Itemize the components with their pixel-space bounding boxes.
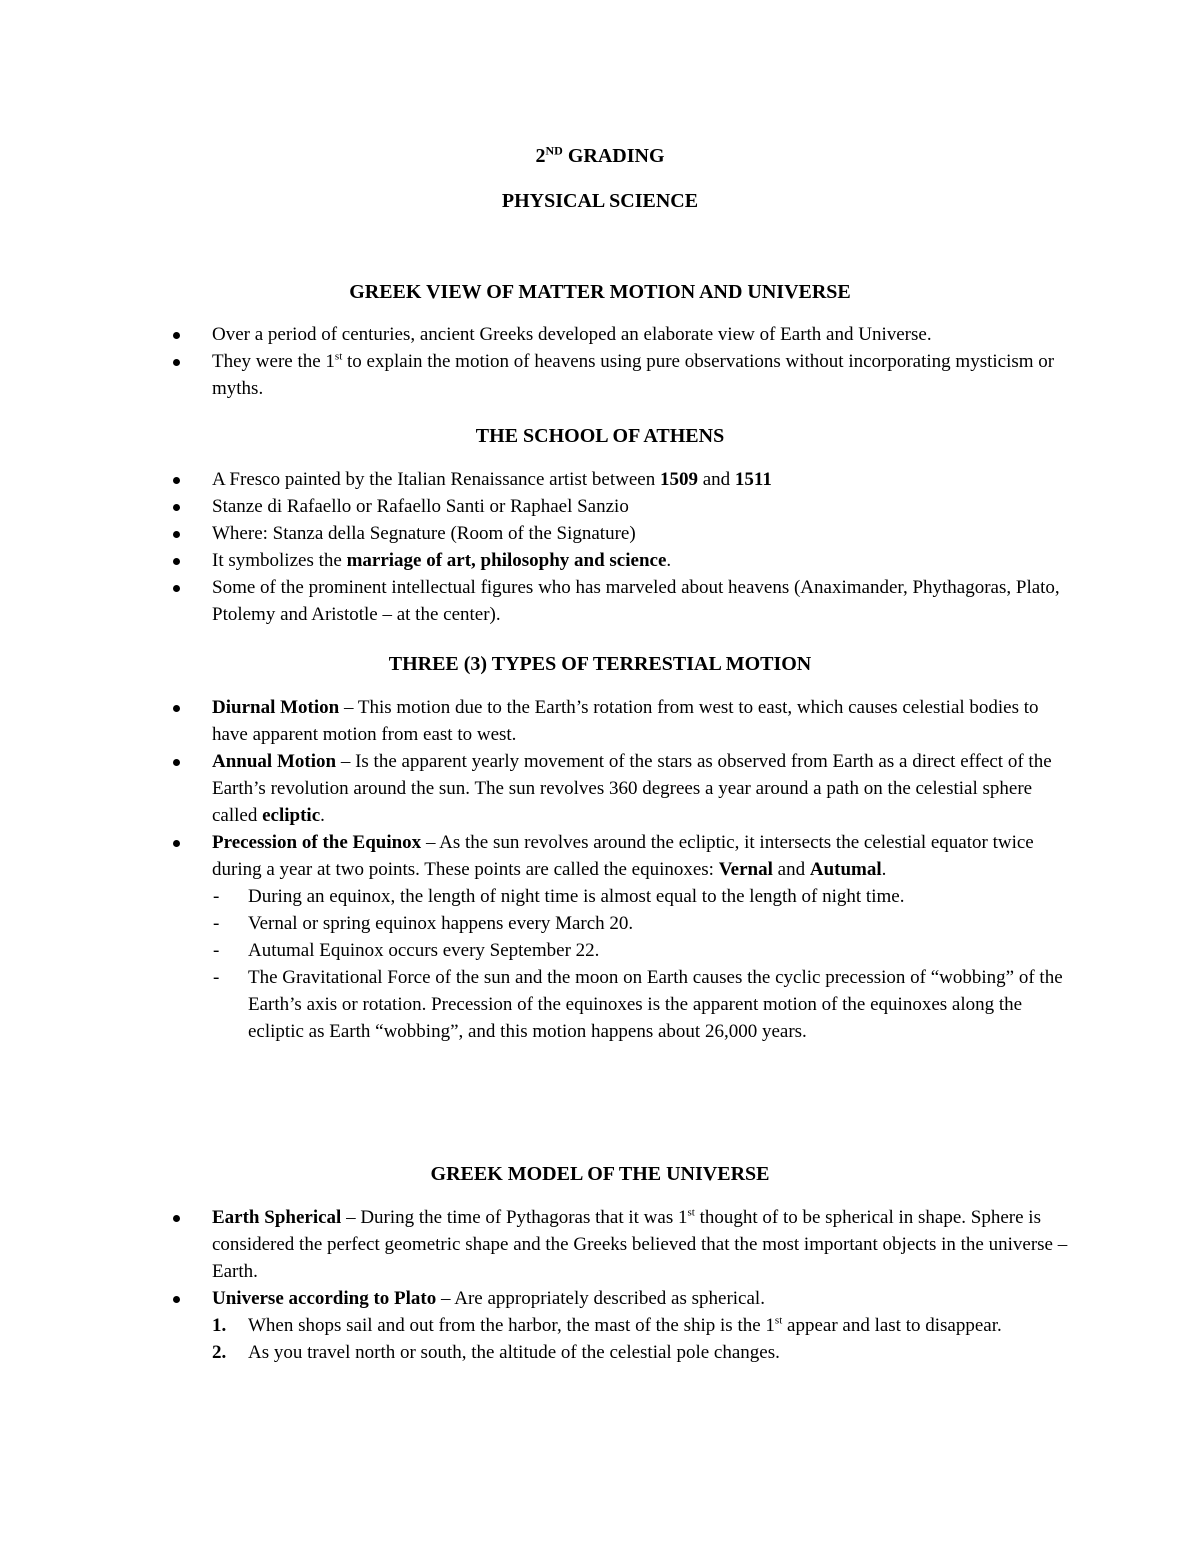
list-item [0, 466, 1200, 493]
text-run: It symbolizes the [212, 550, 347, 571]
numbered-item-text: As you travel north or south, the altitude of the celestial pole changes. [248, 1342, 780, 1363]
term-vernal: Vernal [718, 859, 773, 880]
bullet-text [212, 348, 1072, 402]
sub-list-item [0, 964, 1200, 1045]
subject-title: PHYSICAL SCIENCE [501, 190, 699, 212]
dash-marker: - [213, 940, 220, 961]
bullet-icon [173, 585, 180, 592]
text-run: and [772, 859, 810, 880]
bullet-icon [173, 705, 180, 712]
bullet-text [212, 466, 1072, 493]
text-run: thought of to be spherical in shape. Sphere is considered the perfect geometric shape and the Greeks believed that the most important objects in the universe – Earth. [212, 1207, 1068, 1282]
bullet-icon [173, 558, 180, 565]
grading-number: 2 [535, 145, 546, 167]
term-earth-spherical: Earth Spherical [212, 1207, 342, 1228]
list-item [0, 321, 1200, 348]
bullet-icon [173, 840, 180, 847]
grading-word: GRADING [567, 145, 665, 167]
bullet-text: Where: Stanza della Segnature (Room of the Signature) [212, 523, 636, 544]
bullet-text [212, 1204, 1072, 1285]
sub-list-item [0, 937, 1200, 964]
bullet-icon [173, 759, 180, 766]
bullet-text [212, 694, 1072, 748]
list-item [0, 748, 1200, 829]
year-end: 1511 [734, 469, 772, 490]
text-run: They were the 1 [212, 351, 335, 372]
section-heading-terrestial-motion: THREE (3) TYPES OF TERRESTIAL MOTION [388, 653, 812, 675]
section-heading-greek-model: GREEK MODEL OF THE UNIVERSE [430, 1163, 770, 1185]
dash-marker: - [213, 967, 220, 988]
text-run: – Are appropriately described as spherical. [436, 1288, 765, 1309]
number-marker: 2. [212, 1342, 227, 1363]
ordinal-superscript: st [687, 1206, 695, 1219]
school-of-athens-list [0, 466, 1200, 628]
bullet-text [212, 547, 1072, 574]
bullet-icon [173, 1296, 180, 1303]
bullet-text [212, 1285, 1072, 1312]
dash-marker: - [213, 886, 220, 907]
terrestial-motion-list [0, 694, 1200, 1045]
text-run: appear and last to disappear. [782, 1315, 1002, 1336]
text-run: – During the time of Pythagoras that it was 1 [341, 1207, 688, 1228]
text-run: – As the sun revolves around the ecliptic, it intersects the celestial equator twice during a year at two points. These points are called the equinoxes: [212, 832, 1034, 880]
sub-item-text: The Gravitational Force of the sun and the moon on Earth causes the cyclic precession of “wobbing” of the Earth’s axis or rotation. Precession of the equinoxes is the apparent motion of the equinoxes along the ecliptic as Earth “wobbing”, and this motion happens about 26,000 years. [248, 967, 1063, 1042]
bullet-text: Over a period of centuries, ancient Greeks developed an elaborate view of Earth and Universe. [212, 324, 932, 345]
text-run: When shops sail and out from the harbor, the mast of the ship is the 1 [248, 1315, 775, 1336]
bullet-text: Some of the prominent intellectual figures who has marveled about heavens (Anaximander, Phythagoras, Plato, Ptolemy and Aristotle – at the center). [212, 577, 1060, 625]
ordinal-superscript: st [774, 1314, 783, 1327]
text-run: and [697, 469, 735, 490]
text-run: . [881, 859, 887, 880]
bold-phrase: marriage of art, philosophy and science [346, 550, 667, 571]
list-item [0, 520, 1200, 547]
list-item [0, 829, 1200, 883]
bullet-icon [173, 359, 180, 366]
list-item [0, 348, 1200, 402]
list-item [0, 1204, 1200, 1285]
term-diurnal-motion: Diurnal Motion [212, 697, 340, 718]
term-precession: Precession of the Equinox [212, 832, 422, 853]
grading-superscript: ND [545, 143, 563, 158]
text-run: – This motion due to the Earth’s rotation from west to east, which causes celestial bodies to have apparent motion from east to west. [212, 697, 1039, 745]
number-marker: 1. [212, 1315, 227, 1336]
term-annual-motion: Annual Motion [212, 751, 337, 772]
text-run: – Is the apparent yearly movement of the stars as observed from Earth as a direct effect of the Earth’s revolution around the sun. The sun revolves 360 degrees a year around a path on the celestial sphere called [212, 751, 1052, 826]
greek-view-list [0, 321, 1200, 402]
list-item [0, 574, 1200, 628]
grading-title [0, 143, 1200, 167]
sub-item-text: During an equinox, the length of night time is almost equal to the length of night time. [248, 886, 905, 907]
bullet-icon [173, 477, 180, 484]
list-item [0, 547, 1200, 574]
term-autumal: Autumal [809, 859, 882, 880]
text-run: . [666, 550, 672, 571]
numbered-list-item [0, 1339, 1200, 1366]
section-heading-greek-view: GREEK VIEW OF MATTER MOTION AND UNIVERSE [349, 281, 851, 303]
section-heading-school-of-athens: THE SCHOOL OF ATHENS [475, 425, 725, 447]
term-ecliptic: ecliptic [262, 805, 321, 826]
bullet-text [212, 829, 1072, 883]
dash-marker: - [213, 913, 220, 934]
bullet-icon [173, 531, 180, 538]
ordinal-superscript: st [334, 350, 343, 363]
numbered-list-item [0, 1312, 1200, 1339]
list-item [0, 1285, 1200, 1312]
bullet-text [212, 748, 1072, 829]
sub-item-text: Vernal or spring equinox happens every March 20. [248, 913, 634, 934]
bullet-icon [173, 1215, 180, 1222]
text-run: . [320, 805, 325, 826]
sub-list-item [0, 883, 1200, 910]
greek-model-list [0, 1204, 1200, 1366]
text-run: A Fresco painted by the Italian Renaissance artist between [212, 469, 660, 490]
numbered-item-text [248, 1312, 1078, 1339]
year-start: 1509 [659, 469, 698, 490]
list-item [0, 493, 1200, 520]
list-item [0, 694, 1200, 748]
sub-list-item [0, 910, 1200, 937]
text-run: to explain the motion of heavens using pure observations without incorporating mysticism or myths. [212, 351, 1055, 399]
sub-item-text: Autumal Equinox occurs every September 22. [248, 940, 600, 961]
bullet-text: Stanze di Rafaello or Rafaello Santi or Raphael Sanzio [212, 496, 629, 517]
bullet-icon [173, 332, 180, 339]
bullet-icon [173, 504, 180, 511]
term-universe-plato: Universe according to Plato [212, 1288, 437, 1309]
